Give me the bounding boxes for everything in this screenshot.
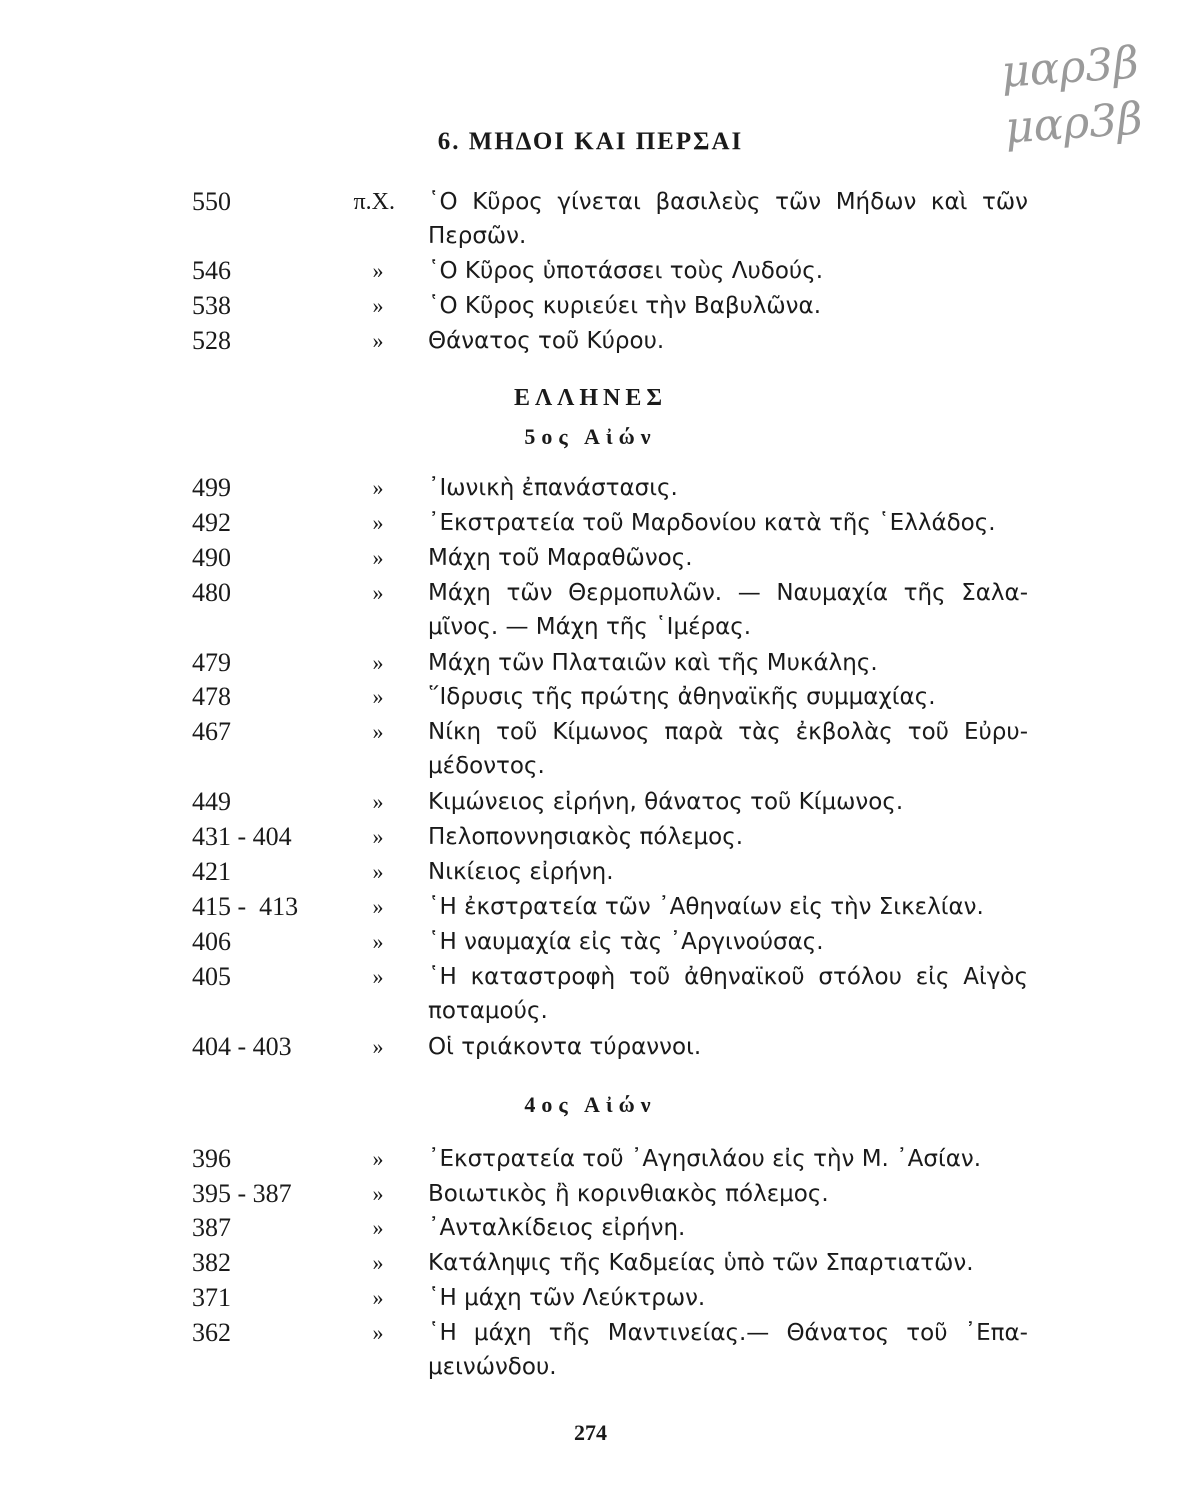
page-number: 274 bbox=[574, 1420, 607, 1445]
entry-text bbox=[428, 890, 1028, 924]
entry-line: ῾Ο Κῦρος ὑποτάσσει τοὺς Λυδούς. bbox=[428, 258, 824, 284]
ditto-mark: » bbox=[372, 1034, 384, 1059]
timeline-entry bbox=[0, 1177, 1181, 1213]
entry-line: Μάχη τοῦ Μαραθῶνος. bbox=[428, 545, 693, 571]
timeline-entry bbox=[0, 820, 1181, 856]
entry-line: μεινώνδου. bbox=[428, 1354, 557, 1380]
entry-year: 371 bbox=[192, 1283, 231, 1312]
timeline-entry bbox=[0, 1246, 1181, 1282]
entry-line: Βοιωτικὸς ἢ κορινθιακὸς πόλεμος. bbox=[428, 1181, 829, 1207]
entry-year: 499 bbox=[192, 473, 231, 502]
ditto-mark: » bbox=[372, 684, 384, 709]
timeline-entry bbox=[0, 1211, 1181, 1247]
timeline-entry bbox=[0, 890, 1181, 926]
ditto-mark: » bbox=[372, 1320, 384, 1345]
entry-line: ῞Ιδρυσις τῆς πρώτης ἀθηναϊκῆς συμμαχίας. bbox=[428, 684, 936, 710]
entry-year: 382 bbox=[192, 1248, 231, 1277]
entry-line: Μάχη τῶν Πλαταιῶν καὶ τῆς Μυκάλης. bbox=[428, 650, 878, 676]
timeline-entry bbox=[0, 471, 1181, 507]
timeline-entry bbox=[0, 1142, 1181, 1178]
ditto-mark: » bbox=[372, 859, 384, 884]
entry-text bbox=[428, 1211, 1028, 1245]
entry-line: ῾Ο Κῦρος κυριεύει τὴν Βαβυλῶνα. bbox=[428, 293, 821, 319]
timeline-entry bbox=[0, 925, 1181, 961]
timeline-entry bbox=[0, 1030, 1181, 1066]
entry-year: 406 bbox=[192, 927, 231, 956]
entry-line: Πελοποννησιακὸς πόλεμος. bbox=[428, 824, 744, 850]
ditto-mark: » bbox=[372, 1250, 384, 1275]
entry-text bbox=[428, 715, 1028, 783]
entry-text bbox=[428, 855, 1028, 889]
entry-year: 528 bbox=[192, 326, 231, 355]
entry-text bbox=[428, 646, 1028, 680]
entry-text bbox=[428, 820, 1028, 854]
entry-line: μῖνος. — Μάχη τῆς ῾Ιμέρας. bbox=[428, 614, 752, 640]
entry-text bbox=[428, 1281, 1028, 1315]
timeline-entry bbox=[0, 541, 1181, 577]
entry-year: 395 - 387 bbox=[192, 1179, 292, 1208]
entry-text bbox=[428, 785, 1028, 819]
timeline-entry bbox=[0, 646, 1181, 682]
entry-text bbox=[428, 471, 1028, 505]
entry-line: ᾿Εκστρατεία τοῦ Μαρδονίου κατὰ τῆς ῾Ελλάδος. bbox=[428, 510, 996, 536]
entry-text bbox=[428, 960, 1028, 1028]
entry-line: Μάχη τῶν Θερμοπυλῶν. — Ναυμαχία τῆς Σαλα- bbox=[428, 580, 1028, 606]
chapter-title: 6. ΜΗΔΟΙ ΚΑΙ ΠΕΡΣΑΙ bbox=[437, 128, 744, 155]
entry-year: 538 bbox=[192, 291, 231, 320]
entry-text bbox=[428, 576, 1028, 644]
entry-text bbox=[428, 254, 1028, 288]
timeline-entry bbox=[0, 324, 1181, 360]
section-heading: ΕΛΛΗΝΕΣ bbox=[513, 385, 668, 411]
ditto-mark: » bbox=[372, 475, 384, 500]
entry-text bbox=[428, 925, 1028, 959]
ditto-mark: » bbox=[372, 545, 384, 570]
entry-line: μέδοντος. bbox=[428, 753, 545, 779]
ditto-mark: » bbox=[372, 1146, 384, 1171]
timeline-entry bbox=[0, 785, 1181, 821]
handwritten-line: μαρ3β bbox=[999, 37, 1141, 98]
entry-year: 490 bbox=[192, 543, 231, 572]
century-heading: 4ος Αἰών bbox=[524, 1092, 657, 1117]
entry-text bbox=[428, 1177, 1028, 1211]
entry-year: 405 bbox=[192, 962, 231, 991]
timeline-entry bbox=[0, 1281, 1181, 1317]
entry-year: 550 bbox=[192, 187, 231, 216]
ditto-mark: » bbox=[372, 510, 384, 535]
entry-line: ῾Η ναυμαχία εἰς τὰς ᾿Αργινούσας. bbox=[428, 929, 824, 955]
ditto-mark: » bbox=[372, 293, 384, 318]
entry-year: 479 bbox=[192, 648, 231, 677]
entry-line: Θάνατος τοῦ Κύρου. bbox=[428, 328, 665, 354]
entry-year: 480 bbox=[192, 578, 231, 607]
entry-year: 415 - 413 bbox=[192, 892, 299, 921]
entry-year: 431 - 404 bbox=[192, 822, 292, 851]
era-marker: π.Χ. bbox=[353, 189, 395, 215]
entry-year: 546 bbox=[192, 256, 231, 285]
entry-line: ᾿Ανταλκίδειος εἰρήνη. bbox=[428, 1215, 686, 1241]
entry-line: ῾Η ἐκστρατεία τῶν ᾿Αθηναίων εἰς τὴν Σικελίαν. bbox=[428, 894, 984, 920]
ditto-mark: » bbox=[372, 328, 384, 353]
timeline-entry bbox=[0, 506, 1181, 542]
century-heading: 5ος Αἰών bbox=[524, 424, 657, 449]
ditto-mark: » bbox=[372, 824, 384, 849]
entry-line: Περσῶν. bbox=[428, 223, 527, 249]
timeline-entry bbox=[0, 254, 1181, 290]
ditto-mark: » bbox=[372, 929, 384, 954]
entry-line: ποταμούς. bbox=[428, 998, 548, 1024]
ditto-mark: » bbox=[372, 580, 384, 605]
entry-line: Νικίειος εἰρήνη. bbox=[428, 859, 614, 885]
entry-line: Νίκη τοῦ Κίμωνος παρὰ τὰς ἐκβολὰς τοῦ Εὐρυ- bbox=[428, 719, 1028, 745]
ditto-mark: » bbox=[372, 719, 384, 744]
entry-line: Κατάληψις τῆς Καδμείας ὑπὸ τῶν Σπαρτιατῶν. bbox=[428, 1250, 974, 1276]
entry-line: ῾Η καταστροφὴ τοῦ ἀθηναϊκοῦ στόλου εἰς Αἰγὸς bbox=[428, 964, 1028, 990]
entry-line: ᾿Ιωνικὴ ἐπανάστασις. bbox=[428, 475, 678, 501]
entry-text bbox=[428, 1030, 1028, 1064]
ditto-mark: » bbox=[372, 1215, 384, 1240]
ditto-mark: » bbox=[372, 1181, 384, 1206]
timeline-entry bbox=[0, 680, 1181, 716]
entry-year: 478 bbox=[192, 682, 231, 711]
entry-year: 421 bbox=[192, 857, 231, 886]
timeline-entry bbox=[0, 576, 1181, 640]
entry-line: ᾿Εκστρατεία τοῦ ᾿Αγησιλάου εἰς τὴν Μ. ᾿Ασίαν. bbox=[428, 1146, 982, 1172]
timeline-entry bbox=[0, 715, 1181, 779]
entry-year: 404 - 403 bbox=[192, 1032, 292, 1061]
entry-text bbox=[428, 1142, 1028, 1176]
timeline-entry bbox=[0, 855, 1181, 891]
timeline-entry bbox=[0, 960, 1181, 1024]
ditto-mark: » bbox=[372, 894, 384, 919]
entry-text bbox=[428, 324, 1028, 358]
entry-line: Οἱ τριάκοντα τύραννοι. bbox=[428, 1034, 702, 1060]
entry-line: ῾Ο Κῦρος γίνεται βασιλεὺς τῶν Μήδων καὶ τῶν bbox=[428, 189, 1028, 215]
entry-year: 362 bbox=[192, 1318, 231, 1347]
entry-text bbox=[428, 1246, 1028, 1280]
timeline-entry bbox=[0, 1316, 1181, 1380]
ditto-mark: » bbox=[372, 1285, 384, 1310]
entry-year: 467 bbox=[192, 717, 231, 746]
timeline-entry bbox=[0, 289, 1181, 325]
ditto-mark: » bbox=[372, 789, 384, 814]
entry-text bbox=[428, 506, 1028, 540]
timeline-entry bbox=[0, 185, 1181, 249]
entry-year: 396 bbox=[192, 1144, 231, 1173]
entry-line: ῾Η μάχη τῶν Λεύκτρων. bbox=[428, 1285, 706, 1311]
ditto-mark: » bbox=[372, 964, 384, 989]
entry-text bbox=[428, 680, 1028, 714]
entry-year: 492 bbox=[192, 508, 231, 537]
entry-line: ῾Η μάχη τῆς Μαντινείας.— Θάνατος τοῦ ᾿Επα- bbox=[428, 1320, 1028, 1346]
ditto-mark: » bbox=[372, 258, 384, 283]
entry-text bbox=[428, 541, 1028, 575]
ditto-mark: » bbox=[372, 650, 384, 675]
entry-text bbox=[428, 185, 1028, 253]
entry-text bbox=[428, 1316, 1028, 1384]
handwritten-line: μαρ3β bbox=[1003, 93, 1145, 154]
entry-year: 387 bbox=[192, 1213, 231, 1242]
entry-text bbox=[428, 289, 1028, 323]
entry-line: Κιμώνειος εἰρήνη, θάνατος τοῦ Κίμωνος. bbox=[428, 789, 904, 815]
entry-year: 449 bbox=[192, 787, 231, 816]
